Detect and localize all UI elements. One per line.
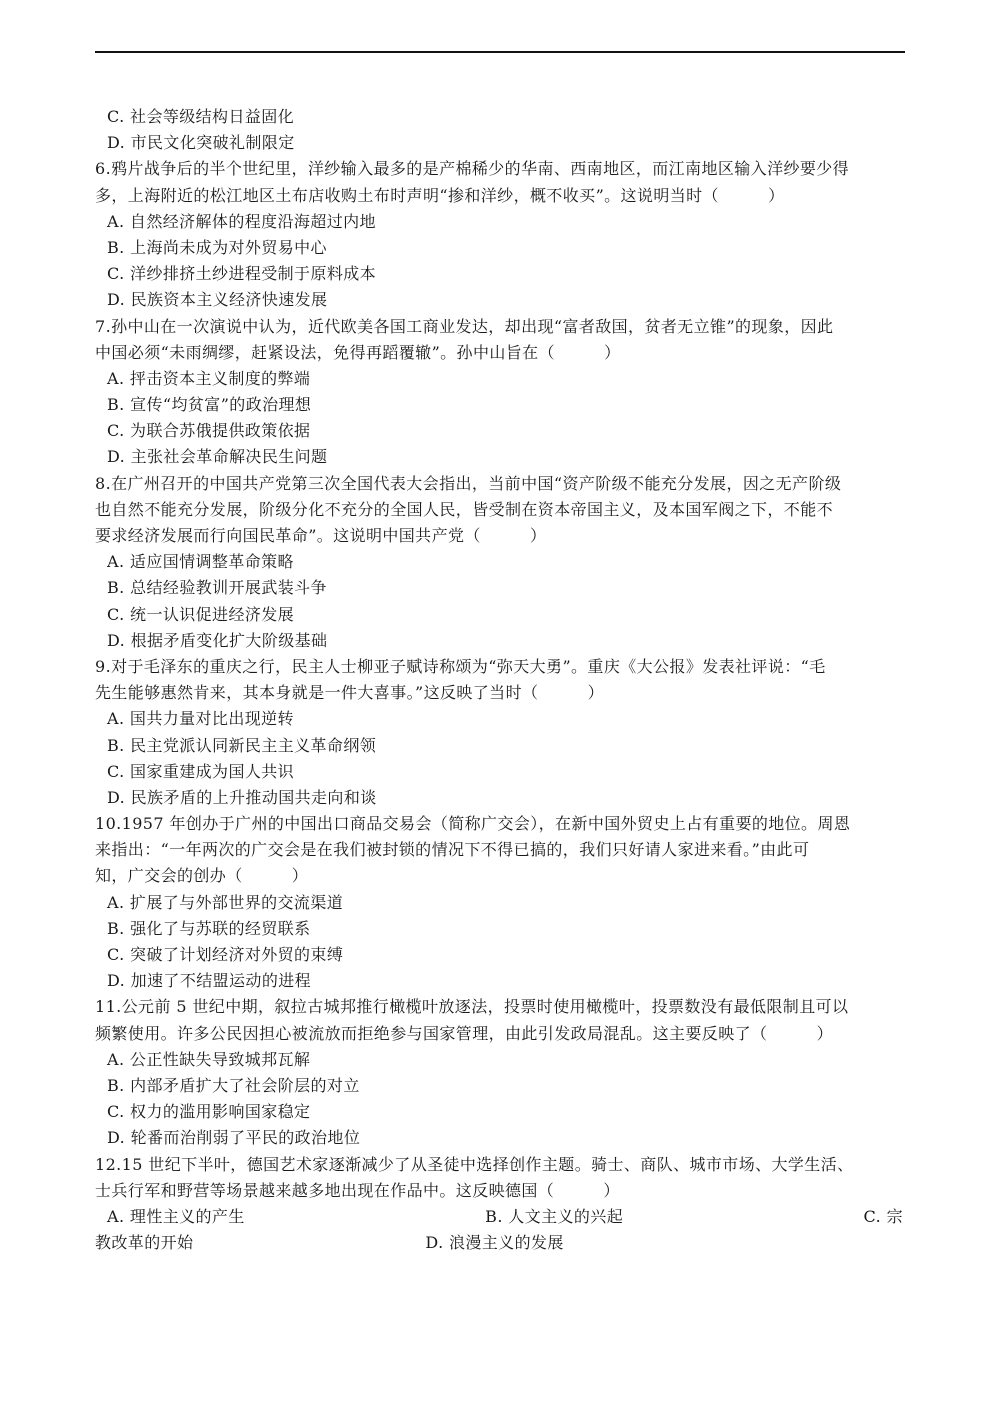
question-stem: 6.鸦片战争后的半个世纪里，洋纱输入最多的是产棉稀少的华南、西南地区，而江南地区输入洋纱要少得 — [95, 159, 850, 179]
option-b: B. 总结经验教训开展武装斗争 — [107, 578, 327, 598]
question-stem: 10.1957 年创办于广州的中国出口商品交易会（简称广交会），在新中国外贸史上占有重要的地位。周恩 — [95, 814, 851, 834]
option-c: C. 突破了计划经济对外贸的束缚 — [107, 945, 344, 964]
exam-page-content — [95, 104, 907, 1256]
question-7 — [95, 314, 907, 471]
option-d: D. 市民文化突破礼制限定 — [107, 133, 295, 153]
option-c: C. 国家重建成为国人共识 — [107, 761, 295, 781]
question-9 — [95, 654, 907, 811]
option-d: D. 根据矛盾变化扩大阶级基础 — [107, 630, 328, 650]
options-row — [95, 1230, 907, 1256]
question-stem: 12.15 世纪下半叶，德国艺术家逐渐减少了从圣徒中选择创作主题。骑士、商队、城市市场、大学生活、 — [95, 1154, 854, 1174]
option-b: B. 宣传“均贫富”的政治理想 — [107, 395, 312, 415]
question-6 — [95, 156, 907, 313]
question-stem: 士兵行军和野营等场景越来越多地出现在作品中。这反映德国（ ） — [95, 1180, 620, 1200]
option-a: A. 公正性缺失导致城邦瓦解 — [107, 1049, 311, 1069]
option-a: A. 适应国情调整革命策略 — [107, 552, 294, 572]
option-b: B. 民主党派认同新民主主义革命纲领 — [107, 735, 377, 755]
option-d: D. 加速了不结盟运动的进程 — [107, 971, 312, 991]
header-rule — [95, 51, 905, 53]
question-stem: 多，上海附近的松江地区土布店收购土布时声明“掺和洋纱，概不收买”。这说明当时（ ） — [95, 185, 785, 205]
option-c: C. 宗 — [863, 1206, 903, 1226]
option-d: D. 民族矛盾的上升推动国共走向和谈 — [107, 787, 377, 807]
question-stem: 9.对于毛泽东的重庆之行，民主人士柳亚子赋诗称颂为“弥天大勇”。重庆《大公报》发表社评说：“毛 — [95, 656, 826, 676]
option-a: A. 自然经济解体的程度沿海超过内地 — [107, 211, 376, 231]
option-b: B. 人文主义的兴起 — [485, 1206, 624, 1226]
option-c: C. 为联合苏俄提供政策依据 — [107, 421, 311, 441]
question-11 — [95, 994, 907, 1151]
question-stem: 7.孙中山在一次演说中认为，近代欧美各国工商业发达，却出现“富者敌国，贫者无立锥”的现象，因此 — [95, 316, 834, 336]
question-stem: 11.公元前 5 世纪中期，叙拉古城邦推行橄榄叶放逐法，投票时使用橄榄叶，投票数没有最低限制且可以 — [95, 997, 849, 1017]
option-c: C. 统一认识促进经济发展 — [107, 604, 295, 624]
option-c-continued: 教改革的开始 — [95, 1233, 194, 1253]
question-stem: 频繁使用。许多公民因担心被流放而拒绝参与国家管理，由此引发政局混乱。这主要反映了（ ） — [95, 1023, 834, 1043]
question-stem: 8.在广州召开的中国共产党第三次全国代表大会指出，当前中国“资产阶级不能充分发展，因之无产阶级 — [95, 473, 842, 493]
question-stem: 来指出：“一年两次的广交会是在我们被封锁的情况下不得已搞的，我们只好请人家进来看。”由此可 — [95, 840, 810, 860]
question-stem: 也自然不能充分发展，阶级分化不充分的全国人民，皆受制在资本帝国主义，及本国军阀之下，不能不 — [95, 499, 834, 519]
option-b: B. 强化了与苏联的经贸联系 — [107, 918, 311, 938]
question-10 — [95, 811, 907, 994]
option-c: C. 权力的滥用影响国家稳定 — [107, 1102, 311, 1122]
option-d: D. 民族资本主义经济快速发展 — [107, 290, 328, 310]
question-stem: 要求经济发展而行向国民革命”。这说明中国共产党（ ） — [95, 526, 547, 545]
question-12 — [95, 1152, 907, 1257]
question-stem: 中国必须“未雨绸缪，赶紧设法，免得再蹈覆辙”。孙中山旨在（ ） — [95, 342, 621, 362]
question-stem: 先生能够惠然肯来，其本身就是一件大喜事。”这反映了当时（ ） — [95, 683, 604, 703]
option-d: D. 主张社会革命解决民生问题 — [107, 447, 328, 467]
option-a: A. 扩展了与外部世界的交流渠道 — [107, 892, 344, 912]
option-b: B. 内部矛盾扩大了社会阶层的对立 — [107, 1075, 360, 1095]
option-a: A. 理性主义的产生 — [107, 1206, 245, 1226]
option-c: C. 社会等级结构日益固化 — [107, 107, 295, 126]
question-8 — [95, 471, 907, 654]
option-c: C. 洋纱排挤土纱进程受制于原料成本 — [107, 264, 377, 284]
question-stem: 知，广交会的创办（ ） — [95, 866, 309, 886]
option-d: D. 浪漫主义的发展 — [425, 1233, 564, 1253]
option-a: A. 抨击资本主义制度的弊端 — [107, 368, 311, 388]
option-b: B. 上海尚未成为对外贸易中心 — [107, 237, 327, 257]
options-row — [95, 1204, 907, 1230]
option-a: A. 国共力量对比出现逆转 — [107, 709, 294, 729]
option-d: D. 轮番而治削弱了平民的政治地位 — [107, 1128, 361, 1148]
